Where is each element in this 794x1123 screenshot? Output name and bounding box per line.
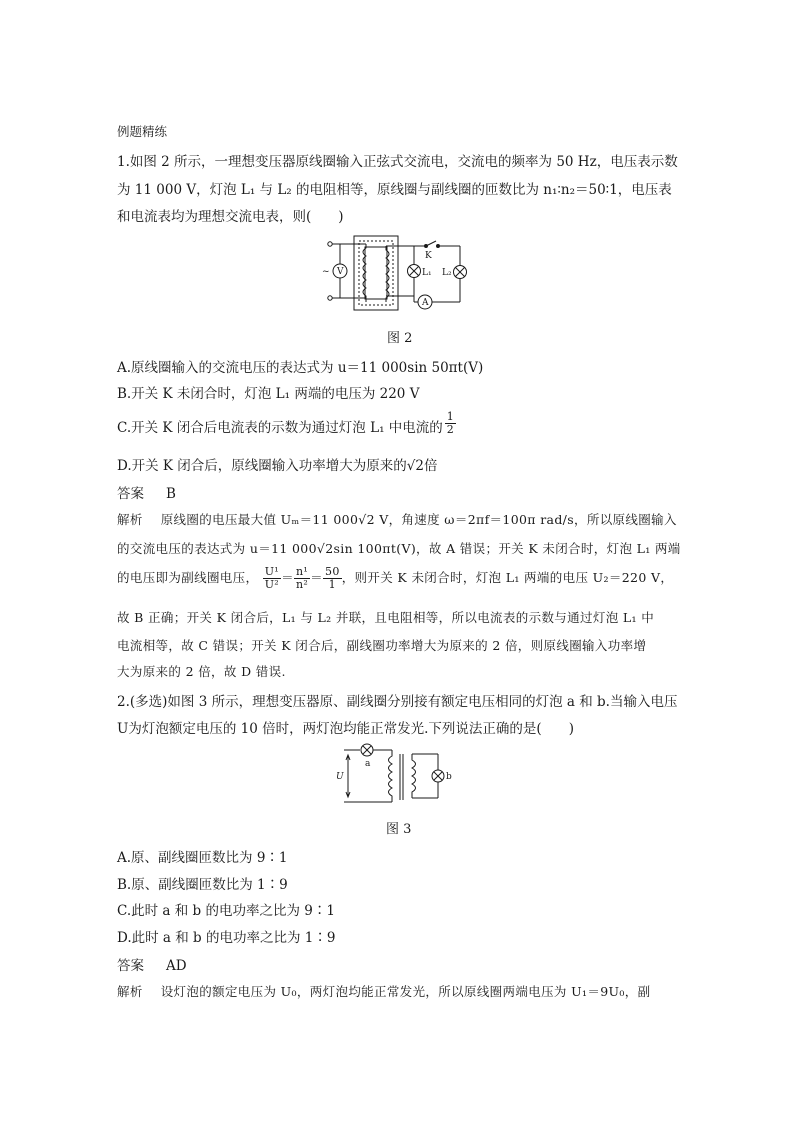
fraction-denominator: 2 <box>446 423 454 436</box>
q2-stem-line-2: U为灯泡额定电压的 10 倍时，两灯泡均能正常发光.下列说法正确的是( ) <box>117 721 574 737</box>
q2-option-c: C.此时 a 和 b 的电功率之比为 9∶1 <box>117 903 335 919</box>
q1-explanation-line-3: 的电压即为副线圈电压， $\frac{\text{U¹}}{\text{U²}}$ ＝ $\frac{\text{n¹}}{\text{n²}}$ ＝ $\frac{50}{1}$ ，则开关 K 未闭合时，灯泡 L₁ 两端的电压 U₂＝220 V， <box>117 565 674 591</box>
q1-option-b: B.开关 K 未闭合时，灯泡 L₁ 两端的电压为 220 V <box>117 386 420 402</box>
q2-option-b: B.原、副线圈匝数比为 1∶9 <box>117 877 288 893</box>
option-c-fraction <box>445 411 456 436</box>
q1-option-d: D.开关 K 闭合后，原线圈输入功率增大为原来的√2倍 <box>117 458 438 474</box>
section-title: 例题精练 <box>117 124 168 139</box>
switch-label: K <box>425 251 432 261</box>
explanation-label: 解析 <box>117 984 143 999</box>
q1-stem-line-2: 为 11 000 V，灯泡 L₁ 与 L₂ 的电阻相等，原线圈与副线圈的匝数比为 n₁∶n₂＝50∶1，电压表 <box>117 182 672 198</box>
explanation-text: 设灯泡的额定电压为 U₀，两灯泡均能正常发光，所以原线圈两端电压为 U₁＝9U₀，副 <box>160 984 651 999</box>
explanation-text: ，则开关 K 未闭合时，灯泡 L₁ 两端的电压 U₂＝220 V， <box>341 570 674 585</box>
primary-coil-icon <box>389 750 393 802</box>
voltage-ratio-fraction <box>263 566 281 591</box>
q2-stem-line-1: 2.(多选)如图 3 所示，理想变压器原、副线圈分别接有额定电压相同的灯泡 a 和 b.当输入电压 <box>117 694 678 710</box>
secondary-coil-icon <box>412 754 416 798</box>
fraction-denominator: 1 <box>328 578 337 591</box>
answer-value: AD <box>166 958 187 974</box>
answer-label: 答案 <box>117 958 144 974</box>
q1-explanation-line-5: 电流相等，故 C 错误；开关 K 闭合后，副线圈功率增大为原来的 2 倍，则原线圈输入功率增 <box>117 638 647 653</box>
ac-source-label: ~ <box>322 267 330 277</box>
q1-answer <box>117 482 176 502</box>
q2-option-d: D.此时 a 和 b 的电功率之比为 1∶9 <box>117 930 336 946</box>
figure-2-caption: 图 2 <box>387 331 413 346</box>
ammeter-label: A <box>422 298 429 308</box>
value-ratio-fraction <box>323 566 342 591</box>
figure-3-caption: 图 3 <box>386 822 412 837</box>
q1-option-c-text: C.开关 K 闭合后电流表的示数为通过灯泡 L₁ 中电流的 <box>117 420 443 436</box>
turns-ratio-fraction <box>294 566 310 591</box>
fraction-denominator: U² <box>264 578 280 591</box>
q1-stem-line-3: 和电流表均为理想交流电表，则( ) <box>117 209 344 225</box>
q1-explanation-line-1 <box>117 510 677 528</box>
q1-explanation-line-6: 大为原来的 2 倍，故 D 错误. <box>117 664 286 679</box>
figure-3-circuit-diagram <box>330 742 460 812</box>
q2-answer <box>117 954 187 974</box>
explanation-text: 原线圈的电压最大值 Uₘ＝11 000√2 V，角速度 ω＝2πf＝100π rad/s，所以原线圈输入 <box>160 512 677 527</box>
fraction-numerator: n¹ <box>295 565 309 578</box>
bulb-b-label: b <box>446 772 452 782</box>
bulb-l1-label: L₁ <box>422 268 432 278</box>
q2-option-a: A.原、副线圈匝数比为 9∶1 <box>117 850 288 866</box>
q1-explanation-line-2: 的交流电压的表达式为 u＝11 000√2sin 100πt(V)，故 A 错误；开关 K 未闭合时，灯泡 L₁ 两端 <box>117 541 681 556</box>
bulb-l2-label: L₂ <box>442 268 452 278</box>
fraction-denominator: n² <box>295 578 309 591</box>
fraction-numerator: U¹ <box>264 565 280 578</box>
q2-explanation-line-1 <box>117 982 650 1000</box>
voltmeter-label: V <box>337 267 344 277</box>
fraction-numerator: 50 <box>325 565 340 578</box>
q1-explanation-line-4: 故 B 正确；开关 K 闭合后，L₁ 与 L₂ 并联，且电阻相等，所以电流表的示数与通过灯泡 L₁ 中 <box>117 610 655 625</box>
figure-2-circuit-diagram <box>318 232 478 322</box>
explanation-label: 解析 <box>117 512 143 527</box>
explanation-text: 的电压即为副线圈电压， <box>117 570 259 585</box>
fraction-numerator: 1 <box>446 410 454 423</box>
q1-option-a: A.原线圈输入的交流电压的表达式为 u＝11 000sin 50πt(V) <box>117 360 484 376</box>
answer-label: 答案 <box>117 486 144 502</box>
q1-option-c <box>117 410 456 436</box>
voltage-label: U <box>336 772 344 782</box>
q1-stem-line-1: 1.如图 2 所示，一理想变压器原线圈输入正弦式交流电，交流电的频率为 50 Hz，电压表示数 <box>117 154 678 170</box>
answer-value: B <box>166 486 176 502</box>
bulb-a-label: a <box>365 759 371 769</box>
